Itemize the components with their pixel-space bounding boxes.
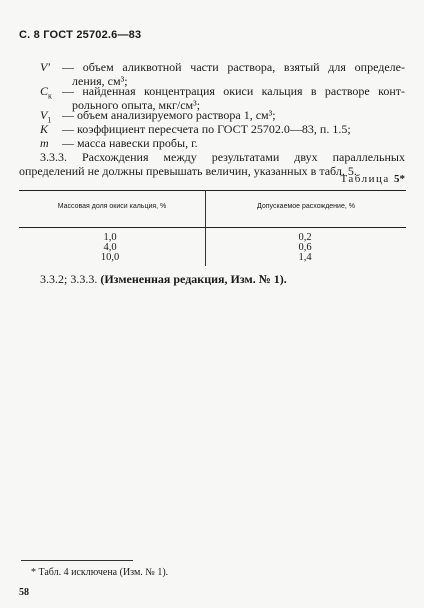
table-top-rule [19,190,406,191]
symbol-v-prime: V′ [40,60,50,74]
table-header-tolerance: Допускаемое расхождение, % [257,203,355,210]
table-cell-tolerance-1: 0,2 [298,232,312,243]
table-cell-fraction-3: 10,0 [100,252,120,263]
def-v1: — объем анализируемого раствора 1, см³; [62,108,276,122]
def-v-prime-line2: ления, см³; [72,74,128,88]
table-body-divider [205,227,206,266]
symbol-v1: $V_1$ [40,108,52,125]
def-c-k-line2: рольного опыта, мкг/см³; [72,98,201,112]
symbol-m: m [40,136,49,150]
table-cell-fraction-1: 1,0 [103,232,117,243]
table-caption: Таблица 5* [340,173,405,185]
footnote: * Табл. 4 исключена (Изм. № 1). [31,567,169,578]
def-c-k-line1: — найденная концентрация окиси кальция в растворе конт- [62,84,405,98]
page-number: 58 [19,587,29,598]
table-cell-tolerance-3: 1,4 [298,252,312,263]
symbol-k: K [40,122,49,136]
paragraph-333-line1: 3.3.3. Расхождения между результатами двух параллельных [40,150,405,164]
def-k: — коэффициент пересчета по ГОСТ 25702.0—83, п. 1.5; [62,122,351,136]
def-v-prime-line1: — объем аликвотной части раствора, взятый для определе- [62,60,405,74]
table-cell-fraction-2: 4,0 [103,242,117,253]
paragraph-333-line2: определений не должны превышать величин, указанных в табл. 5. [19,164,357,178]
def-m: — масса навески пробы, г. [62,136,198,150]
footnote-rule [21,560,133,561]
table-header-rule [19,227,406,228]
page-header: С. 8 ГОСТ 25702.6—83 [19,29,142,41]
table-header-mass-fraction: Массовая доля окиси кальция, % [57,203,167,210]
symbol-c-k: $C_к$ [40,84,52,101]
amendment-note: 3.3.2; 3.3.3. (Измененная редакция, Изм. № 1). [40,272,287,286]
table-cell-tolerance-2: 0,6 [298,242,312,253]
